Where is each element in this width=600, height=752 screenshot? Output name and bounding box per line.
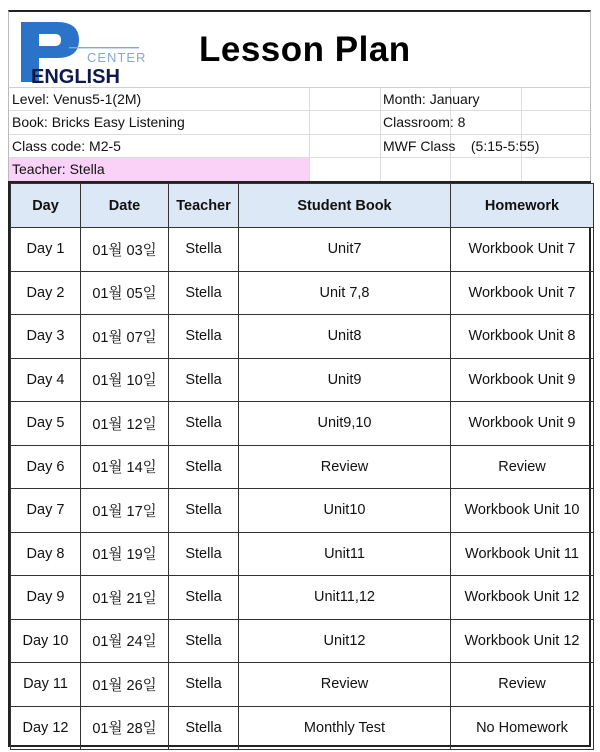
date-cell[interactable]: 01월 28일	[81, 706, 169, 750]
date-cell[interactable]: 01월 12일	[81, 402, 169, 446]
info-row	[9, 111, 592, 134]
document-header	[8, 10, 591, 88]
classroom-cell[interactable]: Classroom: 8	[383, 114, 466, 131]
homework-cell[interactable]: Workbook Unit 7	[451, 271, 594, 315]
homework-cell[interactable]: Workbook Unit 11	[451, 532, 594, 576]
column-header-date[interactable]: Date	[81, 184, 169, 228]
day-cell[interactable]: Day 8	[11, 532, 81, 576]
info-row	[9, 158, 592, 181]
teacher-name-cell[interactable]: Stella	[169, 489, 239, 533]
teacher-name-cell[interactable]: Stella	[169, 445, 239, 489]
table-row	[11, 358, 594, 402]
day-cell[interactable]: Day 3	[11, 315, 81, 359]
date-cell[interactable]: 01월 26일	[81, 663, 169, 707]
teacher-name-cell[interactable]: Stella	[169, 576, 239, 620]
student-book-cell[interactable]: Unit7	[239, 228, 451, 272]
teacher-cell[interactable]: Teacher: Stella	[9, 158, 309, 181]
table-row	[11, 532, 594, 576]
column-header-student-book[interactable]: Student Book	[239, 184, 451, 228]
student-book-cell[interactable]: Review	[239, 663, 451, 707]
table-row	[11, 402, 594, 446]
date-cell[interactable]: 01월 07일	[81, 315, 169, 359]
homework-cell[interactable]: Workbook Unit 10	[451, 489, 594, 533]
table-row	[11, 489, 594, 533]
info-row	[9, 88, 592, 111]
class-code-cell[interactable]: Class code: M2-5	[12, 137, 121, 154]
date-cell[interactable]: 01월 10일	[81, 358, 169, 402]
level-cell[interactable]: Level: Venus5-1(2M)	[12, 91, 142, 107]
day-cell[interactable]: Day 9	[11, 576, 81, 620]
day-cell[interactable]: Day 6	[11, 445, 81, 489]
teacher-name-cell[interactable]: Stella	[169, 402, 239, 446]
info-row	[9, 135, 592, 158]
day-cell[interactable]: Day 1	[11, 228, 81, 272]
homework-cell[interactable]: Workbook Unit 12	[451, 576, 594, 620]
schedule-cell[interactable]: MWF Class (5:15-5:55)	[383, 137, 540, 154]
student-book-cell[interactable]: Monthly Test	[239, 706, 451, 750]
teacher-name-cell[interactable]: Stella	[169, 663, 239, 707]
day-cell[interactable]: Day 7	[11, 489, 81, 533]
homework-cell[interactable]: Workbook Unit 7	[451, 228, 594, 272]
homework-cell[interactable]: No Homework	[451, 706, 594, 750]
date-cell[interactable]: 01월 24일	[81, 619, 169, 663]
page-title: Lesson Plan	[199, 30, 411, 69]
date-cell[interactable]: 01월 19일	[81, 532, 169, 576]
teacher-name-cell[interactable]: Stella	[169, 619, 239, 663]
student-book-cell[interactable]: Unit10	[239, 489, 451, 533]
table-row	[11, 228, 594, 272]
book-cell[interactable]: Book: Bricks Easy Listening	[12, 114, 185, 131]
table-row	[11, 445, 594, 489]
homework-cell[interactable]: Workbook Unit 8	[451, 315, 594, 359]
date-cell[interactable]: 01월 21일	[81, 576, 169, 620]
teacher-name-cell[interactable]: Stella	[169, 532, 239, 576]
student-book-cell[interactable]: Unit9,10	[239, 402, 451, 446]
day-cell[interactable]: Day 2	[11, 271, 81, 315]
day-cell[interactable]: Day 12	[11, 706, 81, 750]
table-row	[11, 315, 594, 359]
table-row	[11, 663, 594, 707]
student-book-cell[interactable]: Unit 7,8	[239, 271, 451, 315]
homework-cell[interactable]: Review	[451, 445, 594, 489]
student-book-cell[interactable]: Unit8	[239, 315, 451, 359]
column-header-day[interactable]: Day	[11, 184, 81, 228]
info-grid	[8, 88, 591, 181]
date-cell[interactable]: 01월 17일	[81, 489, 169, 533]
table-row	[11, 619, 594, 663]
homework-cell[interactable]: Review	[451, 663, 594, 707]
teacher-name-cell[interactable]: Stella	[169, 271, 239, 315]
teacher-name-cell[interactable]: Stella	[169, 228, 239, 272]
day-cell[interactable]: Day 5	[11, 402, 81, 446]
teacher-name-cell[interactable]: Stella	[169, 358, 239, 402]
table-row	[11, 706, 594, 750]
student-book-cell[interactable]: Unit9	[239, 358, 451, 402]
lesson-table	[8, 181, 591, 747]
column-header-homework[interactable]: Homework	[451, 184, 594, 228]
teacher-name-cell[interactable]: Stella	[169, 315, 239, 359]
homework-cell[interactable]: Workbook Unit 12	[451, 619, 594, 663]
table-row	[11, 576, 594, 620]
date-cell[interactable]: 01월 03일	[81, 228, 169, 272]
homework-cell[interactable]: Workbook Unit 9	[451, 402, 594, 446]
table-header-row	[11, 184, 594, 228]
date-cell[interactable]: 01월 14일	[81, 445, 169, 489]
table-row	[11, 271, 594, 315]
logo-center-text: CENTER	[87, 50, 147, 65]
homework-cell[interactable]: Workbook Unit 9	[451, 358, 594, 402]
day-cell[interactable]: Day 10	[11, 619, 81, 663]
student-book-cell[interactable]: Unit12	[239, 619, 451, 663]
month-cell[interactable]: Month: January	[383, 91, 480, 107]
student-book-cell[interactable]: Unit11,12	[239, 576, 451, 620]
student-book-cell[interactable]: Review	[239, 445, 451, 489]
day-cell[interactable]: Day 4	[11, 358, 81, 402]
logo-english-text: ENGLISH	[31, 66, 120, 88]
center-english-logo	[17, 20, 151, 86]
student-book-cell[interactable]: Unit11	[239, 532, 451, 576]
day-cell[interactable]: Day 11	[11, 663, 81, 707]
teacher-name-cell[interactable]: Stella	[169, 706, 239, 750]
date-cell[interactable]: 01월 05일	[81, 271, 169, 315]
column-header-teacher[interactable]: Teacher	[169, 184, 239, 228]
